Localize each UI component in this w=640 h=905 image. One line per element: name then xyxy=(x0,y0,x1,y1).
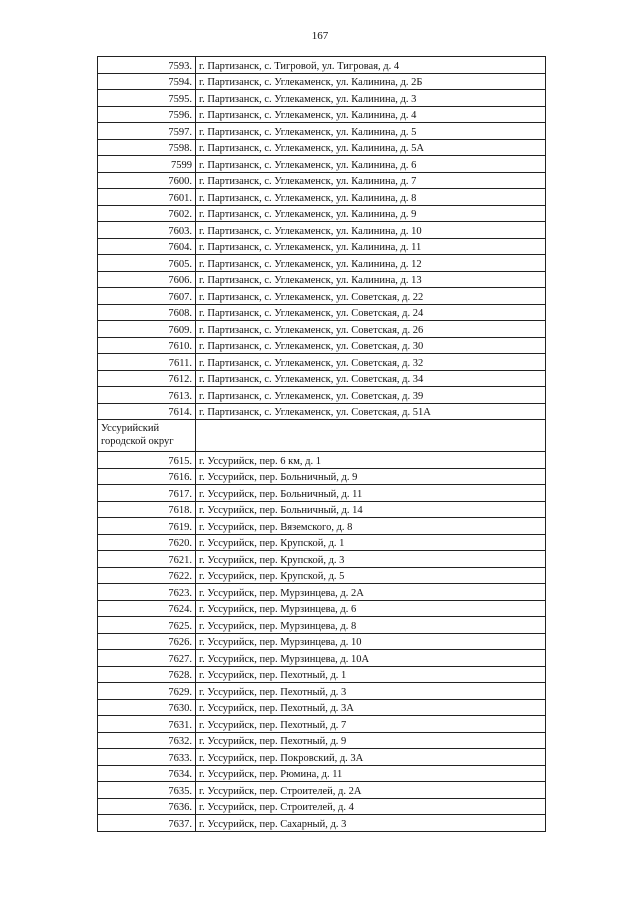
table-row xyxy=(98,765,546,782)
table-row xyxy=(98,304,546,321)
address-table-body xyxy=(98,57,546,832)
table-row xyxy=(98,156,546,173)
row-number: 7612. xyxy=(98,370,196,387)
row-number: 7607. xyxy=(98,288,196,305)
table-row xyxy=(98,288,546,305)
row-number: 7616. xyxy=(98,468,196,485)
table-row xyxy=(98,123,546,140)
row-number: 7633. xyxy=(98,749,196,766)
row-number: 7619. xyxy=(98,518,196,535)
row-number: 7624. xyxy=(98,600,196,617)
table-row xyxy=(98,650,546,667)
row-number: 7615. xyxy=(98,452,196,469)
table-row xyxy=(98,354,546,371)
row-number: 7596. xyxy=(98,106,196,123)
table-row xyxy=(98,600,546,617)
row-number: 7629. xyxy=(98,683,196,700)
table-row xyxy=(98,501,546,518)
row-address: г. Партизанск, с. Углекаменск, ул. Калинина, д. 11 xyxy=(196,238,546,255)
table-row xyxy=(98,271,546,288)
row-address: г. Уссурийск, пер. Мурзинцева, д. 6 xyxy=(196,600,546,617)
row-address: г. Уссурийск, пер. Мурзинцева, д. 10А xyxy=(196,650,546,667)
row-number: 7625. xyxy=(98,617,196,634)
table-row xyxy=(98,139,546,156)
row-address: г. Партизанск, с. Углекаменск, ул. Советская, д. 24 xyxy=(196,304,546,321)
row-number: 7606. xyxy=(98,271,196,288)
table-row xyxy=(98,749,546,766)
row-address: г. Уссурийск, пер. Вяземского, д. 8 xyxy=(196,518,546,535)
table-row xyxy=(98,321,546,338)
row-address: г. Партизанск, с. Углекаменск, ул. Советская, д. 26 xyxy=(196,321,546,338)
row-number: 7631. xyxy=(98,716,196,733)
row-address: г. Партизанск, с. Углекаменск, ул. Советская, д. 32 xyxy=(196,354,546,371)
row-number: 7599 xyxy=(98,156,196,173)
row-address: г. Партизанск, с. Углекаменск, ул. Калинина, д. 2Б xyxy=(196,73,546,90)
row-number: 7628. xyxy=(98,666,196,683)
row-address: г. Уссурийск, пер. Больничный, д. 9 xyxy=(196,468,546,485)
page-number: 167 xyxy=(311,30,329,42)
table-row xyxy=(98,468,546,485)
row-number: 7595. xyxy=(98,90,196,107)
row-number: 7621. xyxy=(98,551,196,568)
row-number: 7630. xyxy=(98,699,196,716)
table-row xyxy=(98,567,546,584)
row-address: г. Уссурийск, пер. Рюмина, д. 11 xyxy=(196,765,546,782)
table-row xyxy=(98,617,546,634)
row-address: г. Уссурийск, пер. Строителей, д. 2А xyxy=(196,782,546,799)
table-row xyxy=(98,633,546,650)
table-row xyxy=(98,732,546,749)
row-address: г. Партизанск, с. Углекаменск, ул. Советская, д. 22 xyxy=(196,288,546,305)
row-number: 7622. xyxy=(98,567,196,584)
row-address: г. Партизанск, с. Углекаменск, ул. Калинина, д. 9 xyxy=(196,205,546,222)
row-number: 7598. xyxy=(98,139,196,156)
table-row xyxy=(98,798,546,815)
row-number: 7635. xyxy=(98,782,196,799)
table-row xyxy=(98,238,546,255)
table-row xyxy=(98,403,546,420)
row-number: 7623. xyxy=(98,584,196,601)
row-address: г. Уссурийск, пер. 6 км, д. 1 xyxy=(196,452,546,469)
row-number: 7634. xyxy=(98,765,196,782)
row-number: 7602. xyxy=(98,205,196,222)
table-row xyxy=(98,255,546,272)
table-row xyxy=(98,716,546,733)
table-row xyxy=(98,387,546,404)
row-address: г. Уссурийск, пер. Пехотный, д. 1 xyxy=(196,666,546,683)
row-address: г. Уссурийск, пер. Крупской, д. 1 xyxy=(196,534,546,551)
table-row xyxy=(98,683,546,700)
row-number: 7627. xyxy=(98,650,196,667)
row-number: 7609. xyxy=(98,321,196,338)
address-table xyxy=(97,56,546,832)
row-address: г. Партизанск, с. Углекаменск, ул. Советская, д. 51А xyxy=(196,403,546,420)
row-address: г. Уссурийск, пер. Пехотный, д. 9 xyxy=(196,732,546,749)
row-number: 7594. xyxy=(98,73,196,90)
table-row xyxy=(98,584,546,601)
table-row xyxy=(98,551,546,568)
row-number: 7617. xyxy=(98,485,196,502)
row-address: г. Уссурийск, пер. Больничный, д. 11 xyxy=(196,485,546,502)
row-address: г. Партизанск, с. Углекаменск, ул. Советская, д. 30 xyxy=(196,337,546,354)
row-number: 7614. xyxy=(98,403,196,420)
section-title: Уссурийский городской округ xyxy=(98,420,196,452)
row-address: г. Партизанск, с. Углекаменск, ул. Калинина, д. 5А xyxy=(196,139,546,156)
table-row xyxy=(98,452,546,469)
row-address: г. Партизанск, с. Углекаменск, ул. Калинина, д. 4 xyxy=(196,106,546,123)
row-number: 7597. xyxy=(98,123,196,140)
row-address: г. Партизанск, с. Углекаменск, ул. Калинина, д. 8 xyxy=(196,189,546,206)
table-row xyxy=(98,189,546,206)
table-row xyxy=(98,90,546,107)
row-address: г. Партизанск, с. Углекаменск, ул. Калинина, д. 12 xyxy=(196,255,546,272)
table-row xyxy=(98,73,546,90)
row-number: 7593. xyxy=(98,57,196,74)
row-number: 7626. xyxy=(98,633,196,650)
row-address: г. Партизанск, с. Углекаменск, ул. Калинина, д. 6 xyxy=(196,156,546,173)
row-number: 7611. xyxy=(98,354,196,371)
table-row xyxy=(98,699,546,716)
row-address: г. Уссурийск, пер. Строителей, д. 4 xyxy=(196,798,546,815)
row-address: г. Партизанск, с. Углекаменск, ул. Калинина, д. 5 xyxy=(196,123,546,140)
row-address: г. Уссурийск, пер. Мурзинцева, д. 8 xyxy=(196,617,546,634)
table-row xyxy=(98,205,546,222)
row-number: 7636. xyxy=(98,798,196,815)
row-number: 7610. xyxy=(98,337,196,354)
row-address: г. Партизанск, с. Углекаменск, ул. Советская, д. 34 xyxy=(196,370,546,387)
row-address: г. Партизанск, с. Тигровой, ул. Тигровая, д. 4 xyxy=(196,57,546,74)
row-address: г. Партизанск, с. Углекаменск, ул. Калинина, д. 10 xyxy=(196,222,546,239)
table-row xyxy=(98,172,546,189)
row-address: г. Уссурийск, пер. Пехотный, д. 7 xyxy=(196,716,546,733)
section-empty-cell xyxy=(196,420,546,452)
row-address: г. Партизанск, с. Углекаменск, ул. Калинина, д. 7 xyxy=(196,172,546,189)
row-address: г. Партизанск, с. Углекаменск, ул. Советская, д. 39 xyxy=(196,387,546,404)
row-address: г. Уссурийск, пер. Мурзинцева, д. 10 xyxy=(196,633,546,650)
row-address: г. Уссурийск, пер. Крупской, д. 3 xyxy=(196,551,546,568)
table-row xyxy=(98,666,546,683)
row-number: 7632. xyxy=(98,732,196,749)
row-address: г. Уссурийск, пер. Пехотный, д. 3 xyxy=(196,683,546,700)
table-row xyxy=(98,222,546,239)
table-row xyxy=(98,485,546,502)
row-number: 7637. xyxy=(98,815,196,832)
table-row xyxy=(98,782,546,799)
row-number: 7620. xyxy=(98,534,196,551)
table-row xyxy=(98,370,546,387)
section-header-row xyxy=(98,420,546,452)
row-number: 7601. xyxy=(98,189,196,206)
row-address: г. Уссурийск, пер. Мурзинцева, д. 2А xyxy=(196,584,546,601)
row-number: 7618. xyxy=(98,501,196,518)
row-number: 7604. xyxy=(98,238,196,255)
row-number: 7613. xyxy=(98,387,196,404)
table-row xyxy=(98,518,546,535)
table-row xyxy=(98,534,546,551)
row-address: г. Партизанск, с. Углекаменск, ул. Калинина, д. 3 xyxy=(196,90,546,107)
row-address: г. Уссурийск, пер. Больничный, д. 14 xyxy=(196,501,546,518)
row-address: г. Партизанск, с. Углекаменск, ул. Калинина, д. 13 xyxy=(196,271,546,288)
row-address: г. Уссурийск, пер. Крупской, д. 5 xyxy=(196,567,546,584)
row-number: 7603. xyxy=(98,222,196,239)
row-address: г. Уссурийск, пер. Сахарный, д. 3 xyxy=(196,815,546,832)
row-number: 7600. xyxy=(98,172,196,189)
row-number: 7608. xyxy=(98,304,196,321)
table-row xyxy=(98,337,546,354)
row-address: г. Уссурийск, пер. Покровский, д. 3А xyxy=(196,749,546,766)
row-number: 7605. xyxy=(98,255,196,272)
table-row xyxy=(98,106,546,123)
table-row xyxy=(98,57,546,74)
table-row xyxy=(98,815,546,832)
row-address: г. Уссурийск, пер. Пехотный, д. 3А xyxy=(196,699,546,716)
